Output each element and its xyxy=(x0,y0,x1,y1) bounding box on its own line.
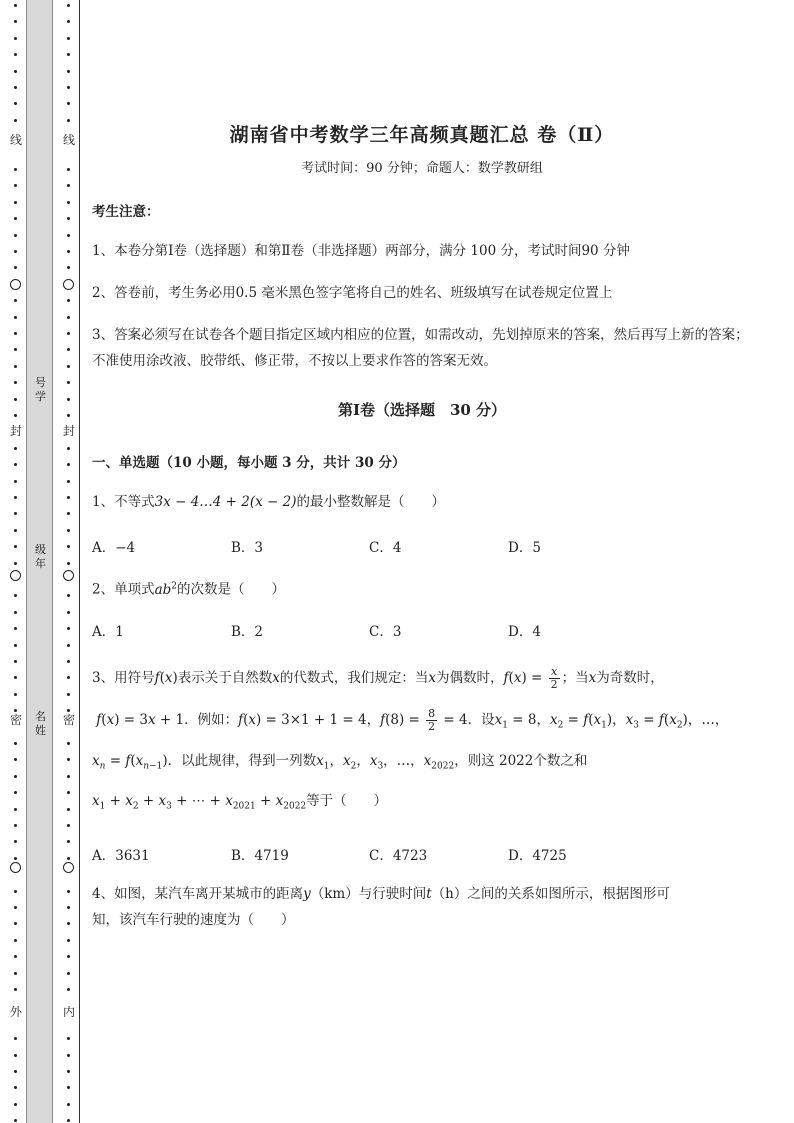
binding-dot xyxy=(67,1103,70,1106)
binding-dot xyxy=(67,758,70,761)
question-4-line-1: 4、如图，某汽车离开某城市的距离y（km）与行驶时间t（h）之间的关系如图所示，根据图形可 xyxy=(92,886,670,902)
binding-dot xyxy=(14,316,17,319)
question-3-line-1: 3、用符号f(x)表示关于自然数x的代数式，我们规定：当x为偶数时，f(x) = $\frac{x}{2}$ ；当x为奇数时， xyxy=(92,665,664,691)
question-3-options xyxy=(92,844,652,864)
notice-item-1: 1、本卷分第Ⅰ卷（选择题）和第Ⅱ卷（非选择题）两部分，满分 100 分，考试时间90 分钟 xyxy=(92,243,630,259)
notice-item-2: 2、答卷前，考生务必用0.5 毫米黑色签字笔将自己的姓名、班级填写在试卷规定位置上 xyxy=(92,285,613,301)
binding-dot xyxy=(14,463,17,466)
q2-option-b: B．2 xyxy=(231,624,264,640)
binding-dot xyxy=(67,299,70,302)
binding-dot xyxy=(67,20,70,23)
binding-circle-icon xyxy=(63,279,74,290)
q3-option-d: D．4725 xyxy=(508,848,567,864)
binding-dot xyxy=(14,808,17,811)
binding-dot xyxy=(14,201,17,204)
binding-dot xyxy=(67,709,70,712)
q3-option-b: B．4719 xyxy=(231,848,289,864)
binding-dot xyxy=(14,250,17,253)
binding-dot xyxy=(67,365,70,368)
binding-dot xyxy=(67,611,70,614)
binding-dot xyxy=(67,890,70,893)
binding-dot xyxy=(14,365,17,368)
question-3-line-2: f(x) = 3x + 1．例如：f(x) = 3×1 + 1 = 4，f(8) = $\frac{8}{2}$ = 4．设$x_1 = 8$，$x_2 = f(x_1)$，$x_3 = f(x_2)$，…， xyxy=(92,707,729,733)
binding-dot xyxy=(14,857,17,860)
question-4-line-2: 知，该汽车行驶的速度为（ ） xyxy=(92,912,295,928)
binding-dot xyxy=(14,1037,17,1040)
q2-option-a: A．1 xyxy=(92,624,124,640)
question-3-line-3: $x_n = f(x_{n-1})$．以此规律，得到一列数$x_1$，$x_2$，$x_3$，…，$x_{2022}$，则这 2022个数之和 xyxy=(92,753,588,772)
binding-dotted-line-outer xyxy=(10,0,22,1123)
binding-dot xyxy=(67,53,70,56)
binding-dot xyxy=(14,119,17,122)
binding-dot xyxy=(67,562,70,565)
field-label-name: 名 姓 xyxy=(35,710,46,737)
binding-dot xyxy=(14,742,17,745)
binding-dot xyxy=(67,840,70,843)
binding-dot xyxy=(14,676,17,679)
binding-dot xyxy=(67,660,70,663)
binding-dot xyxy=(67,906,70,909)
q1-option-b: B．3 xyxy=(231,540,264,556)
field-label-student-id: 号 学 xyxy=(35,376,46,403)
binding-dot xyxy=(14,480,17,483)
binding-circle-icon xyxy=(10,279,21,290)
binding-dot xyxy=(14,709,17,712)
binding-dot xyxy=(14,102,17,105)
binding-dot xyxy=(14,299,17,302)
binding-circle-icon xyxy=(63,862,74,873)
binding-dot xyxy=(14,20,17,23)
binding-dot xyxy=(14,1103,17,1106)
binding-dot xyxy=(67,693,70,696)
binding-dot xyxy=(14,381,17,384)
binding-dot xyxy=(67,742,70,745)
binding-dot xyxy=(14,447,17,450)
q1-option-d: D．5 xyxy=(508,540,541,556)
binding-dot xyxy=(14,348,17,351)
question-3-line-4: $x_1 + x_2 + x_3$ + ⋯ + $x_{2021} + x_{2022}$等于（ ） xyxy=(92,793,388,812)
binding-dot xyxy=(14,53,17,56)
binding-dot xyxy=(67,808,70,811)
binding-dot xyxy=(14,840,17,843)
binding-dot xyxy=(14,1054,17,1057)
binding-dot xyxy=(14,939,17,942)
binding-mark: 封 xyxy=(9,424,22,438)
binding-dot xyxy=(67,939,70,942)
binding-dot xyxy=(67,1119,70,1122)
binding-dot xyxy=(14,1070,17,1073)
margin-divider-line xyxy=(79,0,80,1123)
binding-dot xyxy=(14,758,17,761)
binding-dot xyxy=(14,529,17,532)
binding-dot xyxy=(67,1070,70,1073)
binding-dot xyxy=(14,4,17,7)
binding-dot xyxy=(14,217,17,220)
question-1-options xyxy=(92,536,652,556)
binding-dot xyxy=(67,414,70,417)
binding-dot xyxy=(14,906,17,909)
binding-dot xyxy=(67,1054,70,1057)
binding-dot xyxy=(67,512,70,515)
binding-dot xyxy=(67,234,70,237)
q2-option-d: D．4 xyxy=(508,624,541,640)
binding-mark: 外 xyxy=(9,1005,22,1019)
binding-circle-icon xyxy=(63,570,74,581)
binding-mark: 密 xyxy=(9,713,22,727)
binding-dot xyxy=(67,348,70,351)
binding-dot xyxy=(67,37,70,40)
notice-item-3: 3、答案必须写在试卷各个题目指定区域内相应的位置，如需改动，先划掉原来的答案，然后再写上新的答案；不准使用涂改液、胶带纸、修正带，不按以上要求作答的答案无效。 xyxy=(92,327,749,369)
binding-dot xyxy=(14,594,17,597)
binding-dot xyxy=(14,824,17,827)
binding-mark: 线 xyxy=(62,133,75,147)
binding-dot xyxy=(67,824,70,827)
binding-dot xyxy=(67,1037,70,1040)
question-1: 1、不等式3x − 4…4 + 2(x − 2)的最小整数解是（ ） xyxy=(92,494,445,510)
binding-dot xyxy=(67,594,70,597)
binding-dot xyxy=(14,512,17,515)
binding-dot xyxy=(67,480,70,483)
section-title: 第Ⅰ卷（选择题 30 分） xyxy=(337,401,507,419)
binding-dot xyxy=(67,266,70,269)
binding-dot xyxy=(14,562,17,565)
binding-dot xyxy=(67,791,70,794)
q1-expression: 3x − 4…4 + 2(x − 2) xyxy=(154,494,297,510)
binding-dot xyxy=(67,988,70,991)
binding-mark: 封 xyxy=(62,424,75,438)
field-label-grade: 级 年 xyxy=(35,543,46,570)
binding-dot xyxy=(14,70,17,73)
binding-dot xyxy=(67,775,70,778)
binding-dot xyxy=(67,529,70,532)
binding-dot xyxy=(14,988,17,991)
binding-dotted-line-inner xyxy=(63,0,75,1123)
binding-dot xyxy=(14,611,17,614)
binding-dot xyxy=(67,316,70,319)
binding-dot xyxy=(14,184,17,187)
binding-dot xyxy=(14,398,17,401)
binding-dot xyxy=(14,775,17,778)
q1-option-a: A．−4 xyxy=(92,540,136,556)
q2-monomial: $ab^2$ xyxy=(154,581,178,598)
binding-dot xyxy=(14,545,17,548)
binding-dot xyxy=(14,1086,17,1089)
question-2: 2、单项式$ab^2$的次数是（ ） xyxy=(92,581,286,598)
binding-circle-icon xyxy=(10,570,21,581)
binding-dot xyxy=(14,37,17,40)
q1-option-c: C．4 xyxy=(369,540,402,556)
binding-dot xyxy=(67,972,70,975)
binding-dot xyxy=(14,791,17,794)
binding-dot xyxy=(14,972,17,975)
binding-dot xyxy=(14,496,17,499)
binding-dot xyxy=(14,332,17,335)
question-2-options xyxy=(92,620,652,640)
binding-dot xyxy=(14,890,17,893)
binding-dot xyxy=(67,857,70,860)
binding-dot xyxy=(67,184,70,187)
binding-dot xyxy=(14,168,17,171)
binding-dot xyxy=(14,86,17,89)
binding-dot xyxy=(14,1119,17,1122)
binding-dot xyxy=(67,332,70,335)
binding-dot xyxy=(14,644,17,647)
binding-mark: 内 xyxy=(62,1005,75,1019)
binding-dot xyxy=(67,676,70,679)
binding-dot xyxy=(67,102,70,105)
binding-dot xyxy=(14,627,17,630)
part-heading: 一、单选题（10 小题，每小题 3 分，共计 30 分） xyxy=(92,455,406,471)
binding-dot xyxy=(67,545,70,548)
exam-subtitle: 考试时间：90 分钟；命题人：数学教研组 xyxy=(301,161,543,176)
binding-dot xyxy=(14,414,17,417)
q3-option-c: C．4723 xyxy=(369,848,428,864)
binding-dot xyxy=(67,447,70,450)
binding-dot xyxy=(14,266,17,269)
binding-dot xyxy=(67,4,70,7)
student-info-strip xyxy=(26,0,53,1123)
binding-dot xyxy=(14,693,17,696)
q2-option-c: C．3 xyxy=(369,624,402,640)
binding-dot xyxy=(67,627,70,630)
binding-dot xyxy=(67,86,70,89)
binding-dot xyxy=(67,119,70,122)
binding-dot xyxy=(67,644,70,647)
binding-dot xyxy=(67,168,70,171)
binding-dot xyxy=(67,398,70,401)
binding-dot xyxy=(67,217,70,220)
binding-dot xyxy=(14,955,17,958)
q3-option-a: A．3631 xyxy=(92,848,150,864)
binding-dot xyxy=(67,496,70,499)
binding-dot xyxy=(67,1086,70,1089)
notice-heading: 考生注意： xyxy=(92,204,160,220)
binding-dot xyxy=(67,201,70,204)
binding-dot xyxy=(67,381,70,384)
binding-dot xyxy=(67,922,70,925)
binding-dot xyxy=(67,955,70,958)
binding-mark: 线 xyxy=(9,133,22,147)
binding-circle-icon xyxy=(10,862,21,873)
binding-dot xyxy=(14,922,17,925)
binding-dot xyxy=(67,70,70,73)
binding-dot xyxy=(14,660,17,663)
binding-dot xyxy=(14,234,17,237)
binding-mark: 密 xyxy=(62,713,75,727)
exam-title: 湖南省中考数学三年高频真题汇总 卷（Ⅱ） xyxy=(229,124,615,146)
binding-dot xyxy=(67,250,70,253)
binding-dot xyxy=(67,463,70,466)
